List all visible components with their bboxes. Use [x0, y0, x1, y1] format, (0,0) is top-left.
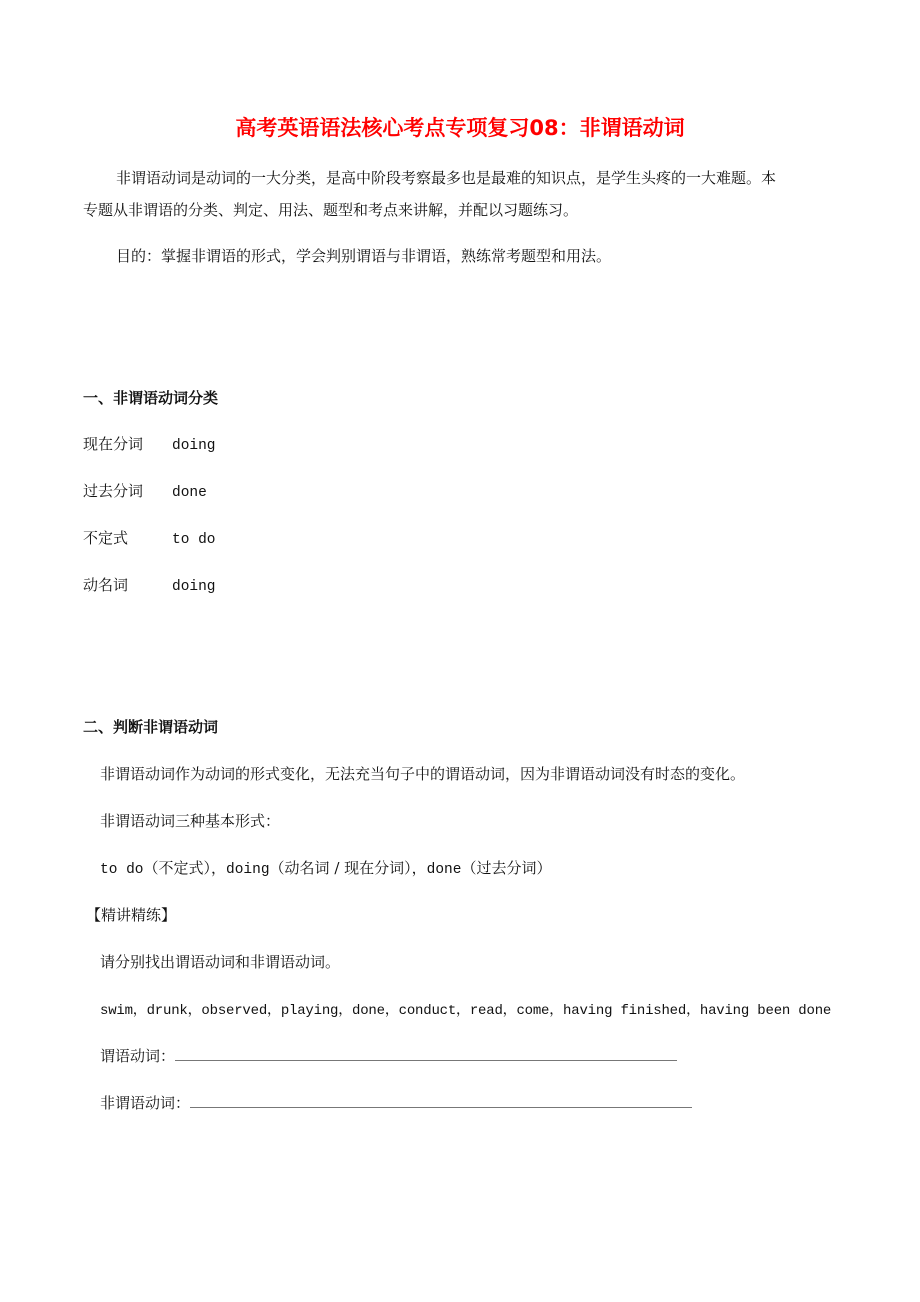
form-doing: doing — [226, 862, 270, 878]
section-2-heading: 二、判断非谓语动词 — [83, 718, 219, 736]
form-to-do: to do — [100, 862, 144, 878]
classification-row — [83, 528, 216, 550]
exercise-instruction: 请分别找出谓语动词和非谓语动词。 — [100, 953, 341, 971]
term-form: doing — [172, 579, 216, 595]
term-label: 过去分词 — [83, 482, 144, 500]
nonpredicate-answer-row — [100, 1093, 692, 1113]
classification-row — [83, 575, 216, 597]
term-label: 动名词 — [83, 576, 129, 594]
term-form: to do — [172, 532, 216, 548]
form-doing-note: （动名词 / 现在分词）， — [269, 859, 427, 877]
nonpredicate-label: 非谓语动词： — [100, 1094, 191, 1112]
predicate-answer-row — [100, 1046, 677, 1066]
basic-forms-line — [100, 858, 551, 880]
predicate-answer-blank[interactable] — [175, 1046, 677, 1061]
section-1-heading: 一、非谓语动词分类 — [83, 389, 219, 407]
intro-goal: 目的：掌握非谓语的形式，学会判别谓语与非谓语，熟练常考题型和用法。 — [116, 247, 612, 265]
term-form: doing — [172, 438, 216, 454]
form-done-note: （过去分词） — [461, 859, 552, 877]
term-form: done — [172, 485, 207, 501]
term-label: 不定式 — [83, 529, 129, 547]
nonpredicate-answer-blank[interactable] — [190, 1093, 692, 1108]
form-to-do-note: （不定式）， — [143, 859, 227, 877]
exercise-label: 【精讲精练】 — [86, 906, 177, 924]
term-label: 现在分词 — [83, 435, 144, 453]
form-done: done — [426, 862, 462, 878]
classification-row — [83, 481, 207, 503]
intro-line-1: 非谓语动词是动词的一大分类，是高中阶段考察最多也是最难的知识点，是学生头疼的一大难题。本 — [116, 169, 777, 187]
section-2-para-1: 非谓语动词作为动词的形式变化，无法充当句子中的谓语动词，因为非谓语动词没有时态的变化。 — [100, 765, 746, 783]
intro-line-2: 专题从非谓语的分类、判定、用法、题型和考点来讲解，并配以习题练习。 — [83, 201, 579, 219]
predicate-label: 谓语动词： — [100, 1047, 176, 1065]
document-title: 高考英语语法核心考点专项复习08：非谓语动词 — [235, 116, 685, 140]
exercise-word-list: swim，drunk，observed，playing，done，conduct，read，come，having finished，having been done — [100, 1003, 832, 1019]
classification-row — [83, 434, 216, 456]
section-2-para-2: 非谓语动词三种基本形式： — [100, 812, 281, 830]
